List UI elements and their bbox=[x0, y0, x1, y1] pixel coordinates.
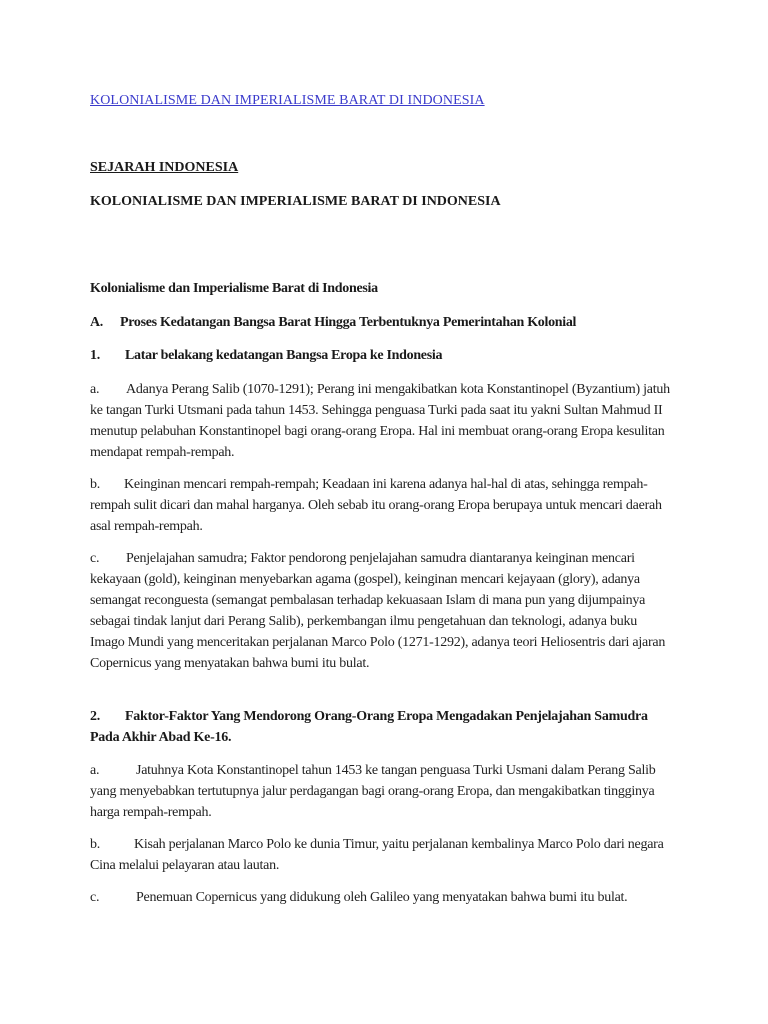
list-marker: b. bbox=[90, 477, 100, 492]
list-marker: c. bbox=[90, 890, 100, 905]
main-title: KOLONIALISME DAN IMPERIALISME BARAT DI INDONESIA bbox=[90, 194, 501, 209]
list-marker: b. bbox=[90, 837, 100, 852]
list-text: Penemuan Copernicus yang didukung oleh Galileo yang menyatakan bahwa bumi itu bulat. bbox=[136, 890, 628, 905]
heading-a bbox=[90, 315, 576, 331]
list-marker: c. bbox=[90, 551, 100, 566]
heading-2 bbox=[90, 706, 670, 748]
list-marker: a. bbox=[90, 382, 100, 397]
list-text: Penjelajahan samudra; Faktor pendorong penjelajahan samudra diantaranya keinginan mencari kekayaan (gold), keinginan menyebarkan agama (gospel), keinginan mencari kejayaan (glory), adanya semangat reconguesta (semangat pembalasan terhadap kekuasaan Islam di mana pun yang dijumpainya sebagai tindak lanjut dari Perang Salib), perkembangan ilmu pengetahuan dan teknologi, adanya buku Imago Mundi yang menceritakan perjalanan Marco Polo (1271-1292), adanya teori Heliosentris dari ajaran Copernicus yang menyatakan bahwa bumi itu bulat. bbox=[90, 551, 666, 671]
heading-text: Proses Kedatangan Bangsa Barat Hingga Terbentuknya Pemerintahan Kolonial bbox=[120, 315, 577, 330]
list-text: Jatuhnya Kota Konstantinopel tahun 1453 ke tangan penguasa Turki Usmani dalam Perang Salib yang menyebabkan tertutupnya jalur perdagangan bagi orang-orang Eropa, dan mengakibatkan tingginya harga rempah-rempah. bbox=[90, 763, 656, 820]
list-item-1b bbox=[90, 474, 670, 537]
section-label: SEJARAH INDONESIA bbox=[90, 160, 239, 175]
list-item-1c bbox=[90, 548, 670, 674]
heading-1 bbox=[90, 348, 442, 364]
list-text: Keinginan mencari rempah-rempah; Keadaan ini karena adanya hal-hal di atas, sehingga rempah-rempah sulit dicari dan mahal harganya. Oleh sebab itu orang-orang Eropa berupaya untuk mencari daerah asal rempah-rempah. bbox=[90, 477, 662, 534]
heading-marker: 1. bbox=[90, 348, 100, 363]
list-item-2c bbox=[90, 887, 670, 908]
list-item-2a bbox=[90, 760, 670, 823]
heading-marker: A. bbox=[90, 315, 104, 330]
list-item-1a bbox=[90, 379, 670, 463]
list-text: Adanya Perang Salib (1070-1291); Perang ini mengakibatkan kota Konstantinopel (Byzantium) jatuh ke tangan Turki Utsmani pada tahun 1453. Sehingga penguasa Turki pada saat itu yakni Sultan Mahmud II menutup pelabuhan Konstantinopel bagi orang-orang Eropa. Hal ini membuat orang-orang Eropa kesulitan mendapat rempah-rempah. bbox=[90, 382, 670, 460]
list-text: Kisah perjalanan Marco Polo ke dunia Timur, yaitu perjalanan kembalinya Marco Polo dari negara Cina melalui pelayaran atau lautan. bbox=[90, 837, 664, 873]
heading-marker: 2. bbox=[90, 709, 100, 724]
heading-text: Faktor-Faktor Yang Mendorong Orang-Orang Eropa Mengadakan Penjelajahan Samudra Pada Akhir Abad Ke-16. bbox=[90, 709, 648, 745]
heading-text: Latar belakang kedatangan Bangsa Eropa ke Indonesia bbox=[125, 348, 443, 363]
list-item-2b bbox=[90, 834, 670, 876]
subtitle: Kolonialisme dan Imperialisme Barat di Indonesia bbox=[90, 281, 378, 296]
list-marker: a. bbox=[90, 763, 100, 778]
document-title-link[interactable]: KOLONIALISME DAN IMPERIALISME BARAT DI INDONESIA bbox=[90, 93, 485, 108]
